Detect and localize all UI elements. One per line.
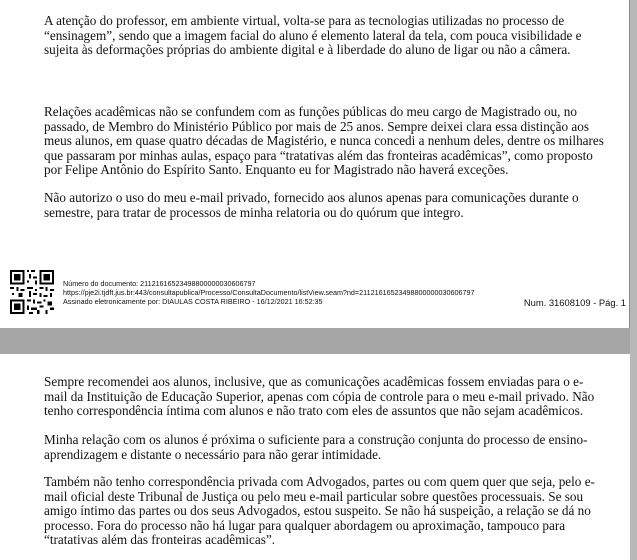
viewer-edge [630, 0, 637, 560]
document-url[interactable]: https://pje2i.tjdft.jus.br:443/consultapublica/Processo/ConsultaDocumento/listView.seam?nd=21121616523498800000030606797 [63, 288, 475, 297]
paragraph: Relações acadêmicas não se confundem com as funções públicas do meu cargo de Magistrado ou, no passado, de Membro do Ministério Público por mais de 25 anos. Sempre deixei clara essa distinção aos meus alunos, em quase quatro décadas de Magistério, e nunca concedi a nenhum deles, dentre os milhares que passaram por minhas aulas, espaço para “tratativas além das fronteiras acadêmicas”, como proposto por Felipe Antônio do Espírito Santo. Enquanto eu for Magistrado não haverá exceções. [44, 104, 604, 178]
paragraph: Também não tenho correspondência privada com Advogados, partes ou com quem quer que seja, pelo e-mail oficial deste Tribunal de Justiça ou pelo meu e-mail particular sobre questões processuais. Se sou amigo íntimo das partes ou dos seus Advogados, estou suspeito. Se não há suspeição, a relação se dá no processo. Fora do processo não há lugar para qualquer abordagem ou aproximação, tampouco para “tratativas além das fronteiras acadêmicas”. [44, 474, 595, 548]
signature-line: Assinado eletronicamente por: DIAULAS COSTA RIBEIRO - 16/12/2021 16:52:35 [63, 297, 323, 306]
document-page-2 [0, 354, 630, 560]
paragraph: A atenção do professor, em ambiente virtual, volta-se para as tecnologias utilizadas no processo de “ensinagem”, sendo que a imagem facial do aluno é elemento lateral da tela, com pouca visibilidade e sujeita às deformações próprias do ambiente digital e à liberdade do aluno de ligar ou não a câmera. [44, 13, 582, 58]
paragraph: Sempre recomendei aos alunos, inclusive, que as comunicações acadêmicas fossem enviadas para o e-mail da Instituição de Educação Superior, apenas com cópia de controle para o meu e-mail privado. Não tenho correspondência íntima com alunos e não trato com eles de assuntos que não sejam acadêmicos. [44, 374, 595, 419]
page-number: Num. 31608109 - Pág. 1 [523, 297, 626, 308]
document-metadata [63, 279, 475, 306]
paragraph: Minha relação com os alunos é próxima o suficiente para a construção conjunta do processo de ensino-aprendizagem e distante o necessário para não gerar intimidade. [44, 432, 588, 462]
page-footer [10, 270, 630, 314]
page-gap [0, 328, 637, 354]
document-number: Número do documento: 21121616523498800000030606797 [63, 279, 256, 288]
qr-code-icon [10, 270, 54, 314]
paragraph: Não autorizo o uso do meu e-mail privado, fornecido aos alunos apenas para comunicações durante o semestre, para tratar de processos de minha relatoria ou do quórum que integro. [44, 190, 579, 220]
